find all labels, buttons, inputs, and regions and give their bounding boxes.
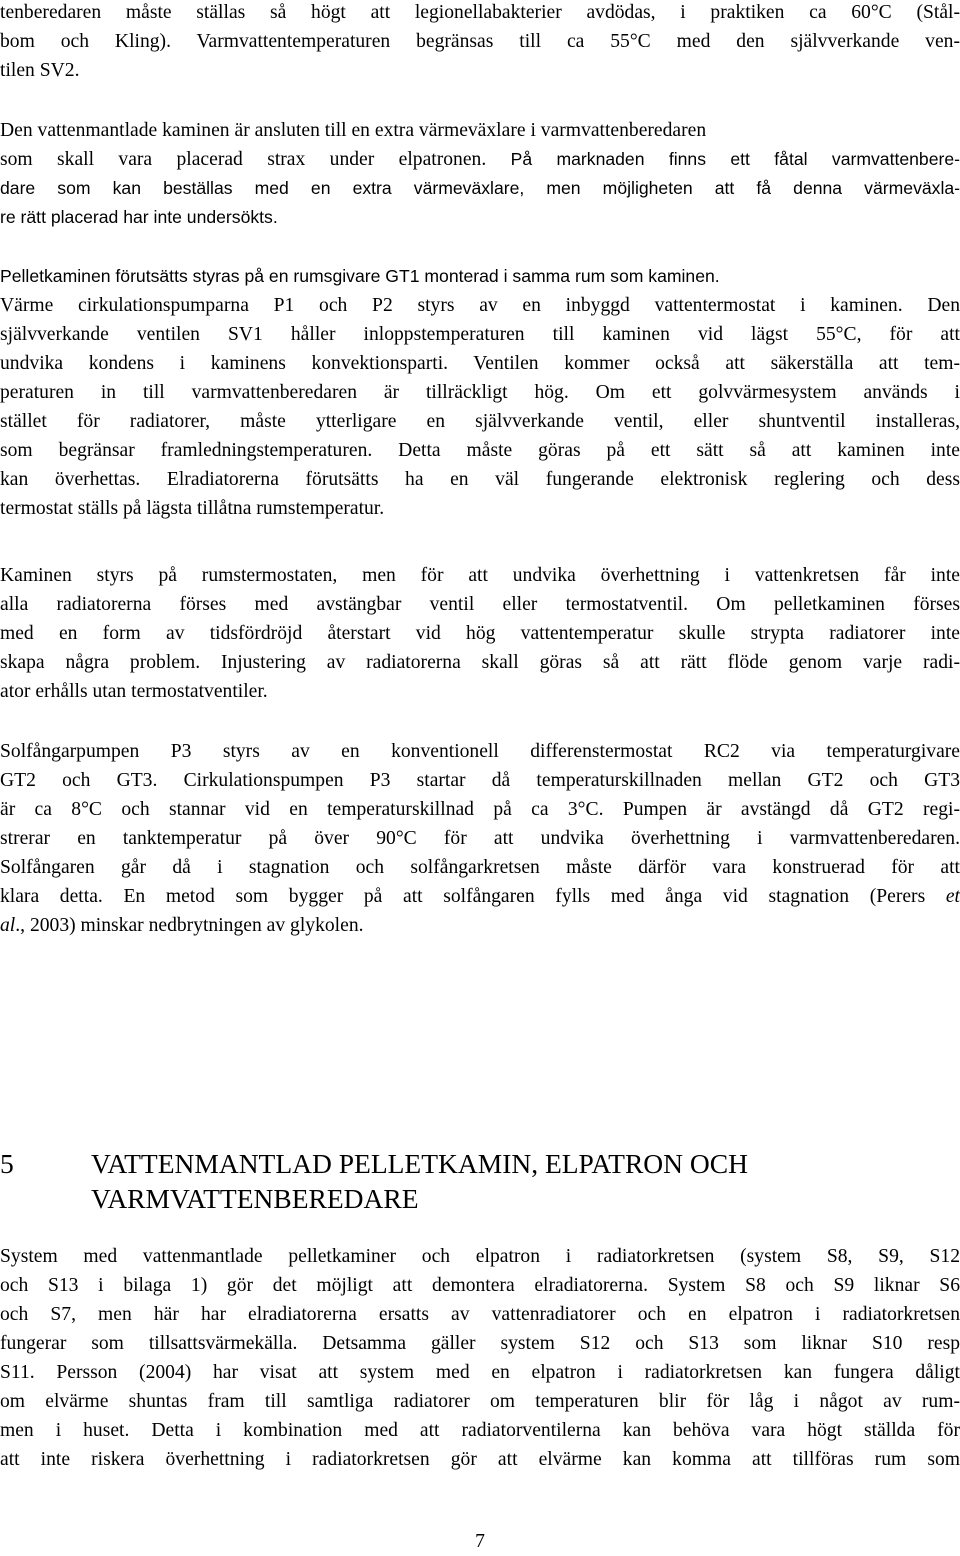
- section-title-line: VATTENMANTLAD PELLETKAMIN, ELPATRON OCH: [91, 1148, 748, 1179]
- text-line: skapa några problem. Injustering av radiatorerna skall göras så att rätt flöde genom varje radi-: [0, 652, 960, 673]
- text-line: om elvärme shuntas fram till samtliga radiatorer om temperaturen blir för låg i något av rum-: [0, 1391, 960, 1412]
- text-line: re rätt placerad har inte undersökts.: [0, 207, 278, 227]
- text-line: kan överhettas. Elradiatorerna förutsätts ha en väl fungerande elektronisk reglering och dess: [0, 469, 960, 490]
- text-segment: klara detta. En metod som bygger på att solfångaren fylls med ånga vid stagnation (Perers: [0, 886, 946, 907]
- text-line: Värme cirkulationspumparna P1 och P2 styrs av en inbyggd vattentermostat i kaminen. Den: [0, 295, 960, 316]
- text-line: tilen SV2.: [0, 60, 80, 81]
- text-line: undvika kondens i kaminens konvektionsparti. Ventilen kommer också att säkerställa att tem-: [0, 353, 960, 374]
- text-line: Kaminen styrs på rumstermostaten, men för att undvika överhettning i vattenkretsen får inte: [0, 565, 960, 586]
- text-line: och S7, men här har elradiatorerna ersatts av vattenradiatorer och en elpatron i radiatorkretsen: [0, 1304, 960, 1325]
- text-line: självverkande ventilen SV1 håller inloppstemperaturen till kaminen vid lägst 55°C, för att: [0, 324, 960, 345]
- text-line: som begränsar framledningstemperaturen. Detta måste göras på ett sätt så att kaminen inte: [0, 440, 960, 461]
- text-line: strerar en tanktemperatur på över 90°C för att undvika överhettning i varmvattenberedaren.: [0, 828, 960, 849]
- text-line: GT2 och GT3. Cirkulationspumpen P3 startar då temperaturskillnaden mellan GT2 och GT3: [0, 770, 960, 791]
- text-segment: ., 2003) minskar nedbrytningen av glykolen.: [15, 915, 364, 936]
- text-segment: som skall vara placerad strax under elpatronen.: [0, 149, 511, 170]
- text-line: [0, 911, 960, 940]
- paragraph-3: [0, 262, 960, 523]
- text-line: S11. Persson (2004) har visat att system med en elpatron i radiatorkretsen kan fungera dåligt: [0, 1362, 960, 1383]
- text-line: fungerar som tillsattsvärmekälla. Detsamma gäller system S12 och S13 som liknar S10 resp: [0, 1333, 960, 1354]
- text-line: men i huset. Detta i kombination med att radiatorventilerna kan behöva vara högt ställda för: [0, 1420, 960, 1441]
- paragraph-4: [0, 561, 960, 706]
- section-title-line: VARMVATTENBEREDARE: [91, 1183, 419, 1214]
- text-line: dare som kan beställas med en extra värmeväxlare, men möjligheten att få denna värmeväxla-: [0, 178, 960, 198]
- text-line: Den vattenmantlade kaminen är ansluten till en extra värmeväxlare i varmvattenberedaren: [0, 120, 707, 141]
- section-number: 5: [0, 1148, 14, 1179]
- section-title: [91, 1146, 931, 1216]
- text-line: och S13 i bilaga 1) gör det möjligt att demontera elradiatorerna. System S8 och S9 liknar S6: [0, 1275, 960, 1296]
- text-segment: På marknaden finns ett fåtal varmvattenbere-: [510, 149, 960, 169]
- paragraph-5: [0, 737, 960, 940]
- text-line: System med vattenmantlade pelletkaminer och elpatron i radiatorkretsen (system S8, S9, S12: [0, 1246, 960, 1267]
- text-line: Solfångarpumpen P3 styrs av en konventionell differenstermostat RC2 via temperaturgivare: [0, 741, 960, 762]
- text-line: är ca 8°C och stannar vid en temperaturskillnad på ca 3°C. Pumpen är avstängd då GT2 regi-: [0, 799, 960, 820]
- text-line: med en form av tidsfördröjd återstart vid hög vattentemperatur skulle strypta radiatorer inte: [0, 623, 960, 644]
- text-line: stället för radiatorer, måste ytterligare en självverkande ventil, eller shuntventil installeras,: [0, 411, 960, 432]
- italic-text: al: [0, 915, 16, 936]
- paragraph-1: [0, 0, 960, 85]
- paragraph-2: [0, 116, 960, 232]
- text-line: peraturen in till varmvattenberedaren är tillräckligt hög. Om ett golvvärmesystem används i: [0, 382, 960, 403]
- italic-text: et: [945, 886, 960, 907]
- text-line: tenberedaren måste ställas så högt att legionellabakterier avdödas, i praktiken ca 60°C (Stål-: [0, 2, 960, 23]
- text-line: [0, 882, 960, 911]
- text-line: [0, 145, 960, 174]
- section-paragraph: [0, 1242, 960, 1474]
- text-line: ator erhålls utan termostatventiler.: [0, 681, 268, 702]
- text-line: bom och Kling). Varmvattentemperaturen begränsas till ca 55°C med den självverkande ven-: [0, 31, 960, 52]
- text-line: alla radiatorerna förses med avstängbar ventil eller termostatventil. Om pelletkaminen förses: [0, 594, 960, 615]
- text-line: Solfångaren går då i stagnation och solfångarkretsen måste därför vara konstruerad för att: [0, 857, 960, 878]
- text-line: Pelletkaminen förutsätts styras på en rumsgivare GT1 monterad i samma rum som kaminen.: [0, 266, 720, 286]
- text-line: att inte riskera överhettning i radiatorkretsen gör att elvärme kan komma att tillföras rum som: [0, 1449, 960, 1470]
- page-number: 7: [475, 1531, 485, 1552]
- text-line: termostat ställs på lägsta tillåtna rumstemperatur.: [0, 498, 385, 519]
